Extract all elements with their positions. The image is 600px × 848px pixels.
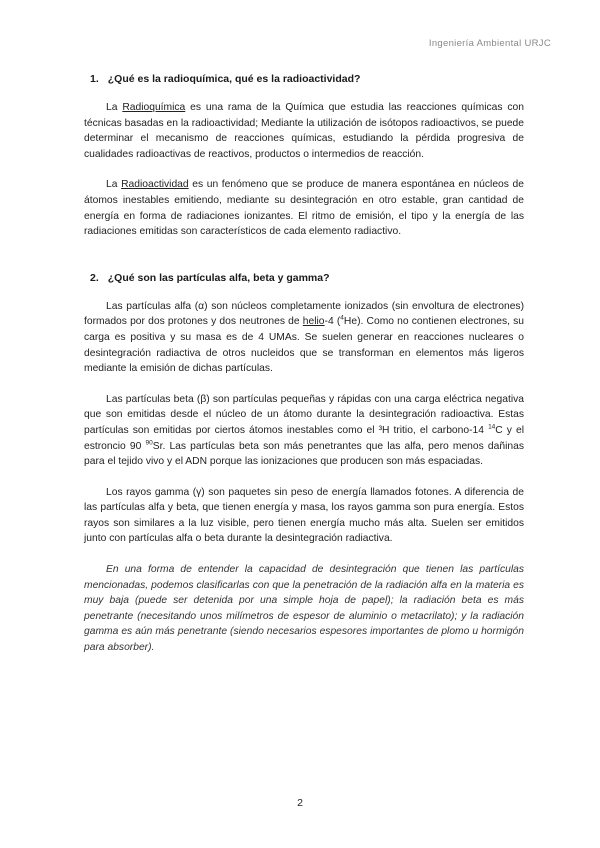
section-2-title: ¿Qué son las partículas alfa, beta y gamma?: [107, 271, 330, 284]
gamma-paragraph: Los rayos gamma (γ) son paquetes sin peso de energía llamados fotones. A diferencia de las partículas alfa y beta, que tienen energía y masa, los rayos gamma son pura energía. Estos rayos son similares a la luz visible, pero tienen energía mucho más alta. Suelen ser emitidos junto con partículas alfa o beta durante la desintegración radiactiva.: [84, 486, 524, 545]
alpha-paragraph: Las partículas alfa (α) son núcleos completamente ionizados (sin envoltura de electrones) formados por dos protones y dos neutrones de helio-4 ($^4$He). Como no contienen electrones, su carga es positiva y su masa es de 4 UMAs. Se suelen generar en reacciones nucleares o desintegración radiactiva de otros nucleidos que se transforman en elementos más ligeros mediante la emisión de dichas partículas.: [84, 300, 524, 375]
helio-link[interactable]: helio: [302, 316, 325, 328]
beta-paragraph: Las partículas beta (β) son partículas pequeñas y rápidas con una carga eléctrica negativa que son emitidas desde el núcleo de un átomo durante la desintegración radioactiva. Estas partículas son emitidas por ciertos átomos inestables como el ³H tritio, el carbono-14 $^{14}$C y el estroncio 90 $^{90}$Sr. Las partículas beta son más penetrantes que las alfa, pero menos dañinas para el tejido vivo y el ADN porque las ionizaciones que producen son más espaciadas.: [84, 393, 524, 468]
page-header: Ingeniería Ambiental URJC: [428, 38, 551, 49]
radioactividad-link[interactable]: Radioactividad: [121, 179, 189, 191]
section-2-number: 2.: [90, 271, 99, 284]
penetration-note: En una forma de entender la capacidad de desintegración que tienen las partículas mencionadas, podemos clasificarlas con que la penetración de la radiación alfa en la materia es muy baja (puede ser detenida por una simple hoja de papel); la radiación beta es más penetrante (necesitando unos milímetros de espesor de aluminio o metacrilato); y la radiación gamma es aún más penetrante (siendo necesarios espesores importantes de plomo u hormigón para absorber).: [84, 564, 524, 654]
radioquimica-paragraph: La Radioquímica es una rama de la Química que estudia las reacciones químicas con técnicas basadas en la radioactividad; Mediante la utilización de isótopos radioactivos, se puede determinar el mecanismo de reacciones químicas, estudiando la pérdida progresiva de cualidades radioactivas de reactivos, productos o intermedios de reacción.: [84, 102, 524, 160]
section-2-heading: [84, 271, 524, 285]
document-body: [84, 68, 524, 656]
section-1-heading: [84, 72, 524, 86]
section-1-title: ¿Qué es la radioquímica, qué es la radioactividad?: [107, 73, 361, 85]
section-1-number: 1.: [90, 73, 99, 85]
page-number: 2: [297, 797, 303, 809]
radioquimica-link[interactable]: Radioquímica: [122, 102, 186, 113]
radioactividad-paragraph: La Radioactividad es un fenómeno que se produce de manera espontánea en núcleos de átomos inestables emitiendo, mediante su desintegración en otro estable, gran cantidad de energía en forma de radiaciones ionizantes. El ritmo de emisión, el tipo y la energía de las radiaciones emitidas son característicos de cada elemento radiactivo.: [84, 179, 524, 238]
